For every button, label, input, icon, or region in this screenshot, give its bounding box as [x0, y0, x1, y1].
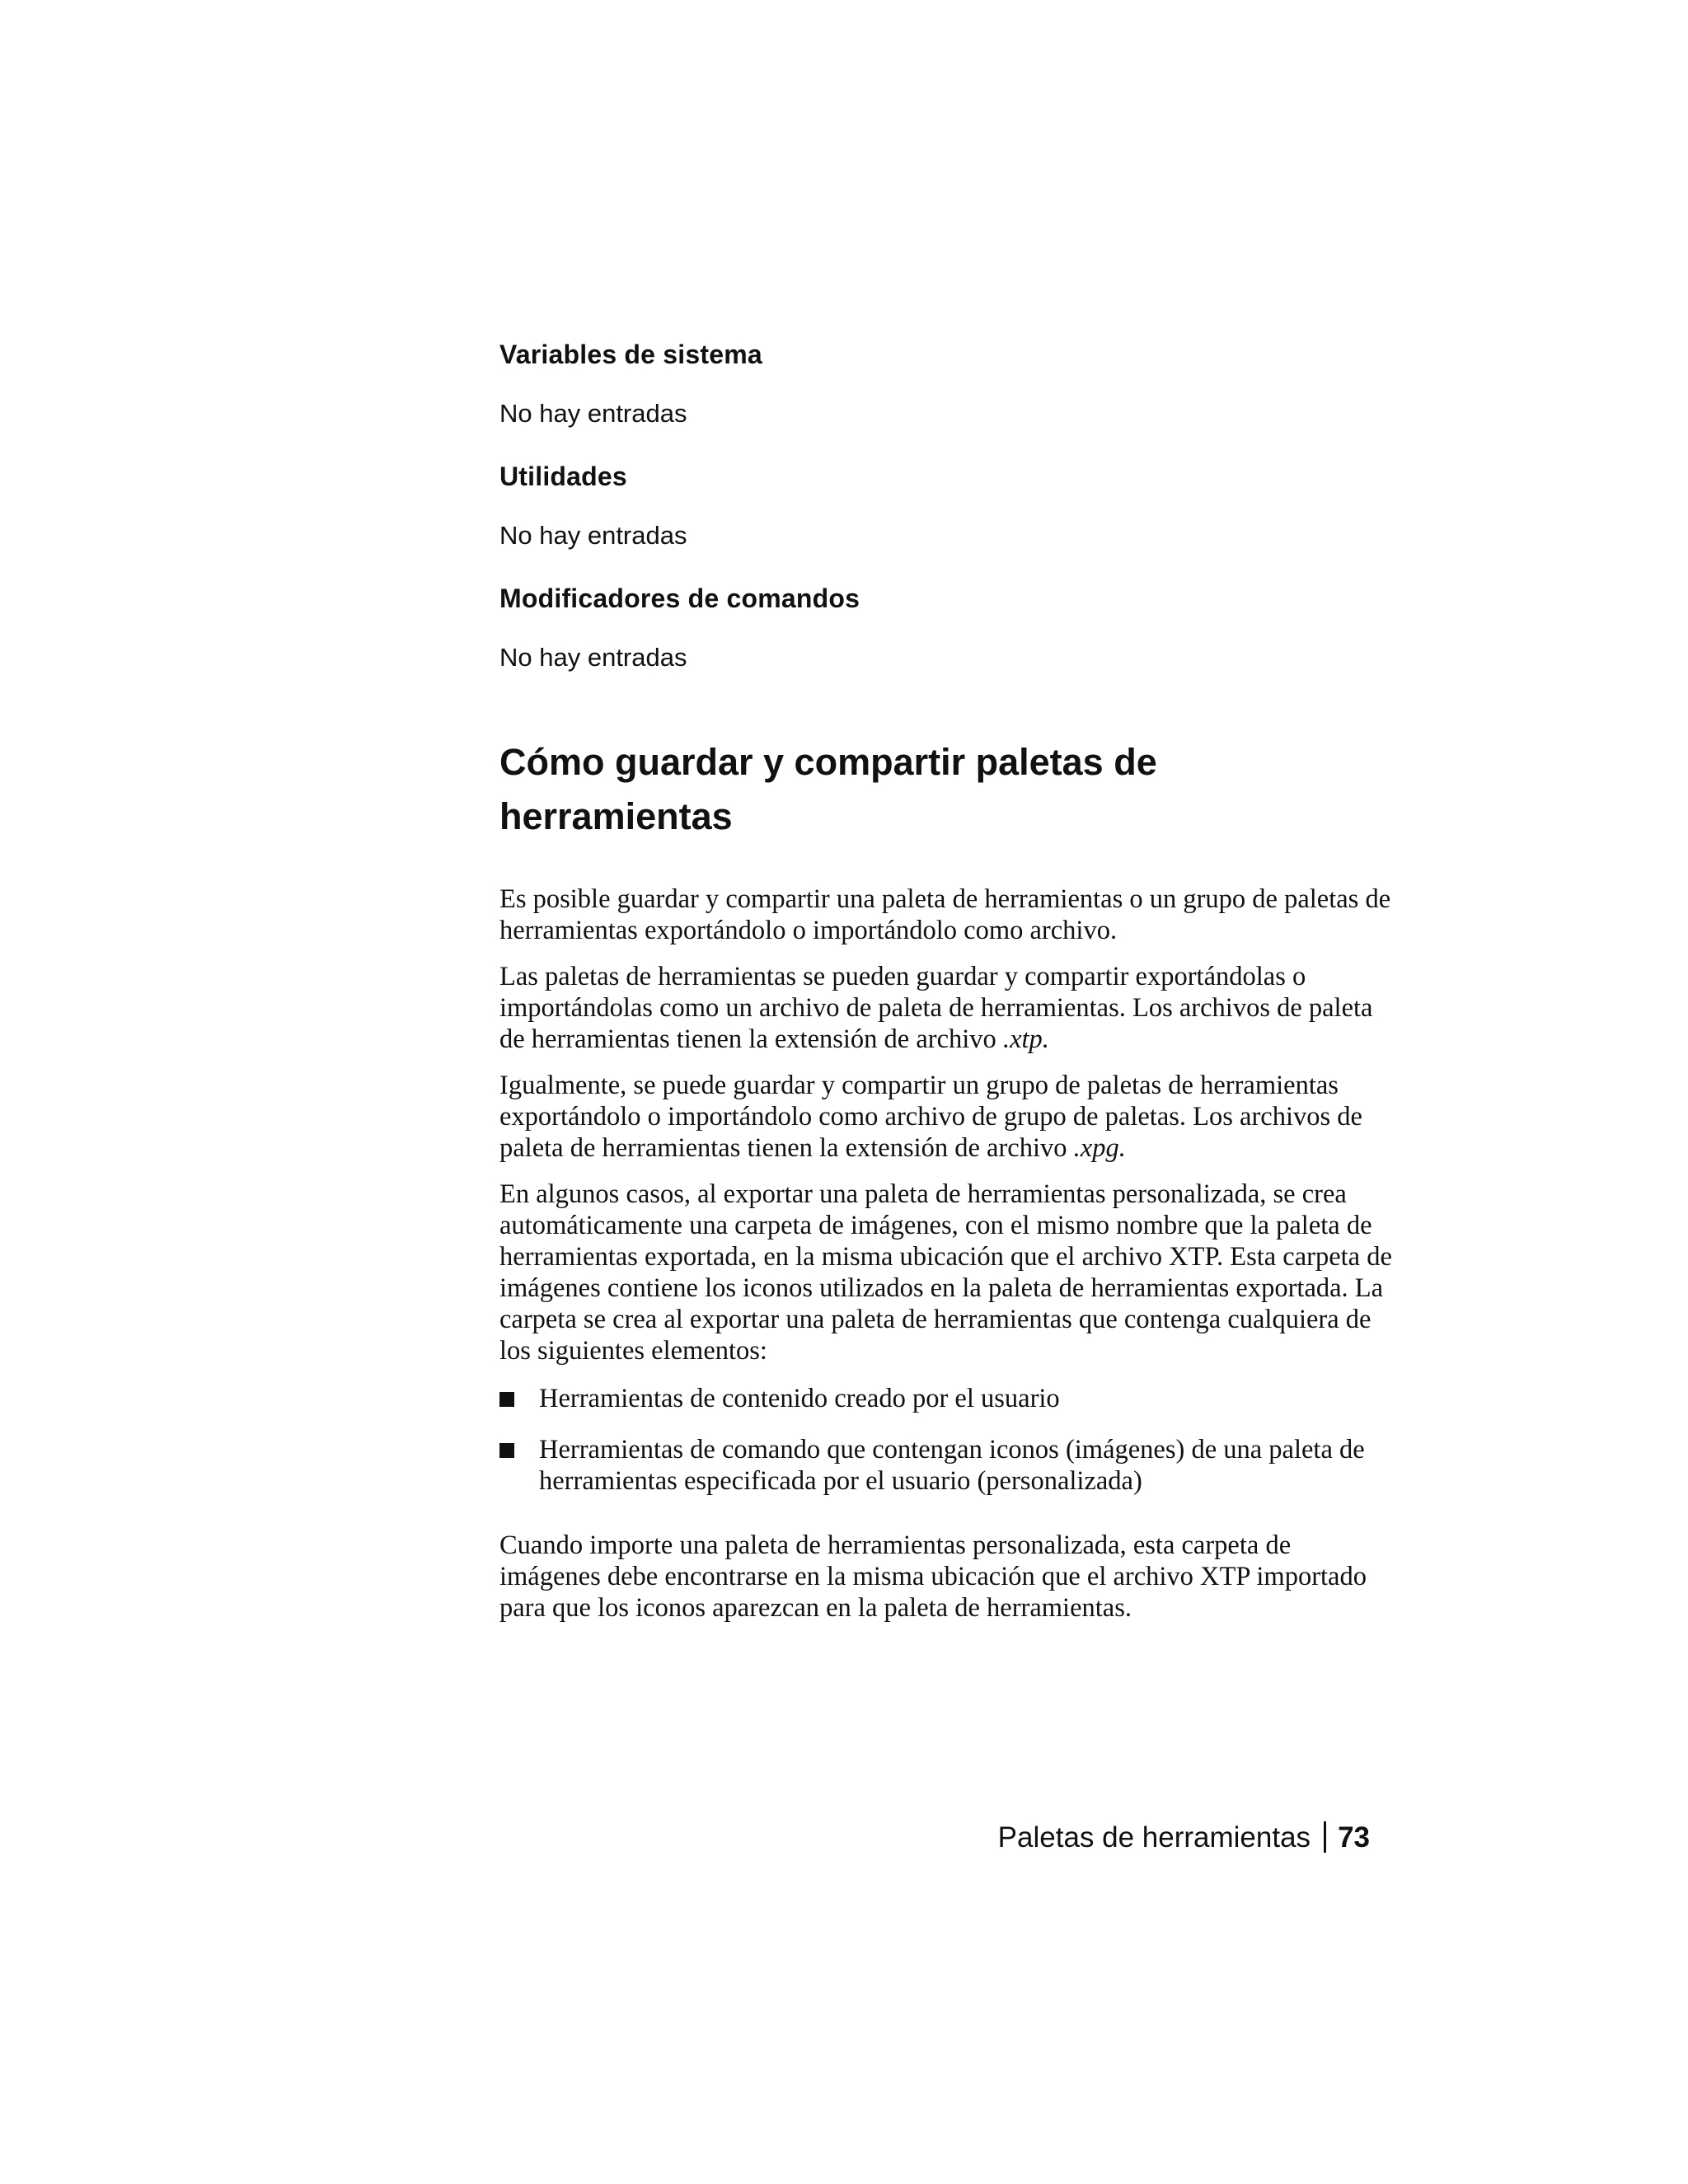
section-text-modificadores: No hay entradas — [499, 643, 687, 672]
paragraph-2-text: Las paletas de herramientas se pueden guardar y compartir exportándolas o importándolas como un archivo de paleta de herramientas. Los archivos de paleta de herramientas tienen la extensión de archivo — [499, 962, 1373, 1054]
section-text-variables: No hay entradas — [499, 399, 687, 428]
paragraph-3-text: Igualmente, se puede guardar y compartir un grupo de paletas de herramientas exportándolo o importándolo como archivo de grupo de paletas. Los archivos de paleta de herramientas tienen la extensión de archivo — [499, 1071, 1362, 1163]
page-number: 73 — [1338, 1821, 1370, 1854]
paragraph-2 — [499, 961, 1398, 1055]
square-bullet-icon — [499, 1443, 514, 1458]
paragraph-5: Cuando importe una paleta de herramientas personalizada, esta carpeta de imágenes debe encontrarse en la misma ubicación que el archivo XTP importado para que los iconos aparezcan en la paleta de herramientas. — [499, 1530, 1367, 1623]
bullet-item — [499, 1434, 1398, 1497]
footer-chapter-title: Paletas de herramientas — [997, 1821, 1311, 1854]
paragraph-3 — [499, 1070, 1398, 1164]
main-section-title: Cómo guardar y compartir paletas de herramientas — [499, 741, 1157, 837]
bullet-item-text: Herramientas de contenido creado por el usuario — [539, 1384, 1060, 1413]
page-content — [499, 333, 1398, 1638]
bullet-list — [499, 1383, 1398, 1497]
paragraph-1: Es posible guardar y compartir una paleta de herramientas o un grupo de paletas de herramientas exportándolo o importándolo como archivo. — [499, 884, 1391, 945]
bullet-item-text: Herramientas de comando que contengan iconos (imágenes) de una paleta de herramientas especificada por el usuario (personalizada) — [539, 1435, 1365, 1496]
square-bullet-icon — [499, 1392, 514, 1407]
section-heading-modificadores: Modificadores de comandos — [499, 583, 860, 613]
section-heading-variables: Variables de sistema — [499, 340, 762, 369]
page-footer — [907, 1818, 1370, 1858]
paragraph-2-extension: .xtp. — [1002, 1024, 1049, 1054]
paragraph-4: En algunos casos, al exportar una paleta de herramientas personalizada, se crea automáticamente una carpeta de imágenes, con el mismo nombre que la paleta de herramientas exportada, en la misma ubicación que el archivo XTP. Esta carpeta de imágenes contiene los iconos utilizados en la paleta de herramientas exportada. La carpeta se crea al exportar una paleta de herramientas que contenga cualquiera de los siguientes elementos: — [499, 1179, 1392, 1366]
section-heading-utilidades: Utilidades — [499, 462, 627, 491]
paragraph-3-extension: .xpg. — [1073, 1133, 1126, 1163]
section-text-utilidades: No hay entradas — [499, 521, 687, 550]
bullet-item — [499, 1383, 1398, 1414]
footer-divider — [1324, 1821, 1326, 1853]
